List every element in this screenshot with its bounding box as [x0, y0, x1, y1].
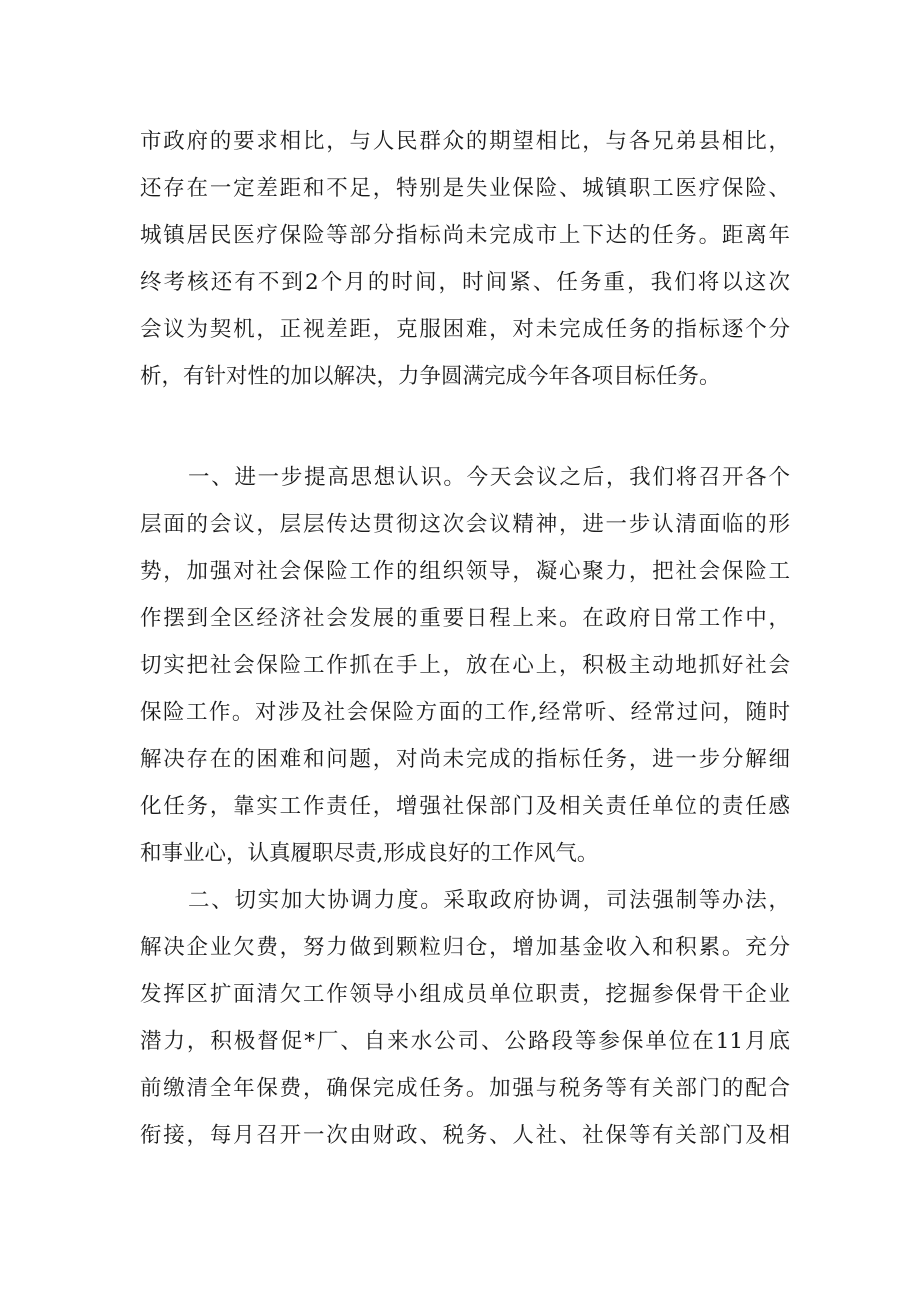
text-line: 化任务，靠实工作责任，增强社保部门及相关责任单位的责任感 — [140, 794, 790, 819]
text-line: 终考核还有不到2个月的时间，时间紧、任务重，我们将以这次 — [140, 270, 790, 295]
section-heading-line: 二、切实加大协调力度。采取政府协调，司法强制等办法， — [188, 888, 790, 913]
text-line: 市政府的要求相比，与人民群众的期望相比，与各兄弟县相比， — [140, 129, 790, 154]
text-line: 解决存在的困难和问题，对尚未完成的指标任务，进一步分解细 — [140, 747, 790, 772]
text-line: 作摆到全区经济社会发展的重要日程上来。在政府日常工作中， — [140, 606, 790, 631]
text-line: 发挥区扩面清欠工作领导小组成员单位职责，挖掘参保骨干企业 — [140, 982, 790, 1007]
text-line: 切实把社会保险工作抓在手上，放在心上，积极主动地抓好社会 — [140, 653, 790, 678]
text-line: 保险工作。对涉及社会保险方面的工作,经常听、经常过问，随时 — [140, 700, 790, 725]
text-line: 析，有针对性的加以解决，力争圆满完成今年各项目标任务。 — [140, 364, 721, 389]
text-line: 和事业心，认真履职尽责,形成良好的工作风气。 — [140, 841, 599, 866]
text-line: 层面的会议，层层传达贯彻这次会议精神，进一步认清面临的形 — [140, 512, 790, 537]
text-line: 还存在一定差距和不足，特别是失业保险、城镇职工医疗保险、 — [140, 176, 790, 201]
text-line: 衔接，每月召开一次由财政、税务、人社、社保等有关部门及相 — [140, 1123, 790, 1148]
text-line: 会议为契机，正视差距，克服困难，对未完成任务的指标逐个分 — [140, 317, 790, 342]
section-heading-line: 一、进一步提高思想认识。今天会议之后，我们将召开各个 — [188, 465, 790, 490]
text-line: 势，加强对社会保险工作的组织领导，凝心聚力，把社会保险工 — [140, 559, 790, 584]
text-line: 前缴清全年保费，确保完成任务。加强与税务等有关部门的配合 — [140, 1076, 790, 1101]
text-line: 潜力，积极督促*厂、自来水公司、公路段等参保单位在11月底 — [140, 1029, 790, 1054]
text-line: 城镇居民医疗保险等部分指标尚未完成市上下达的任务。距离年 — [140, 223, 790, 248]
text-line: 解决企业欠费，努力做到颗粒归仓，增加基金收入和积累。充分 — [140, 935, 790, 960]
